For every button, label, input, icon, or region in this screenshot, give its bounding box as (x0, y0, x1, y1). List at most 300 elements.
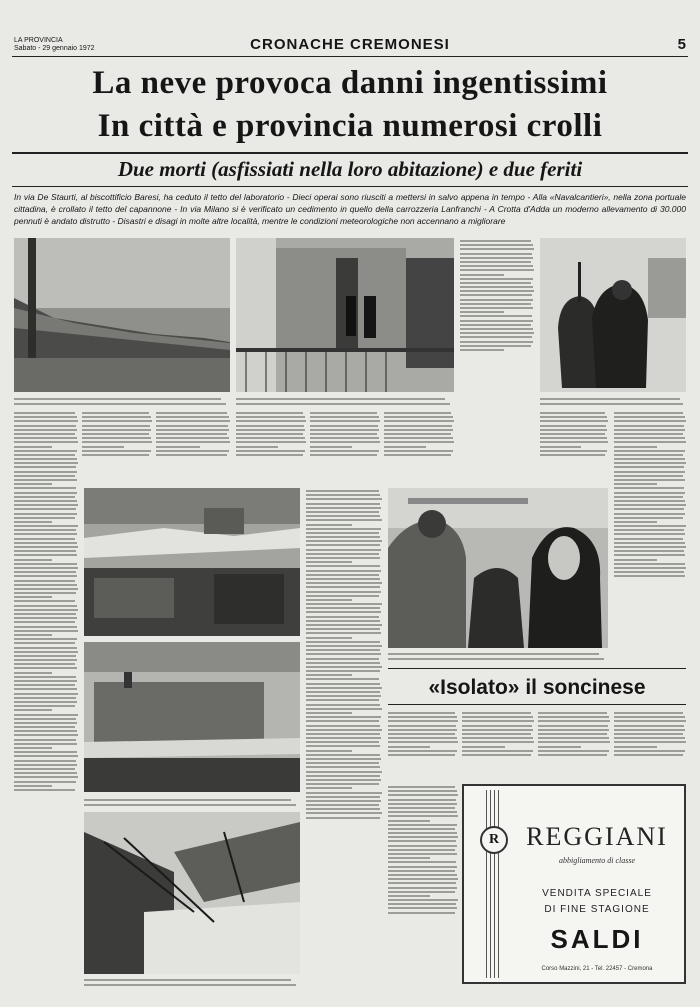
text-line (614, 429, 685, 431)
text-line (306, 750, 352, 752)
text-line (306, 704, 380, 706)
text-line (306, 519, 382, 521)
text-line (14, 672, 52, 674)
text-line (14, 584, 77, 586)
text-line (462, 720, 534, 722)
text-line (388, 811, 457, 813)
text-line (14, 755, 78, 757)
soncinese-heading: «Isolato» il soncinese (428, 676, 646, 699)
text-line (306, 616, 379, 618)
text-line (310, 429, 379, 431)
text-line (236, 420, 306, 422)
text-line (156, 412, 227, 414)
column-text-4 (236, 410, 306, 480)
text-line (310, 425, 378, 427)
text-line (306, 658, 379, 660)
text-line (14, 693, 78, 695)
issue-date: Sabato - 29 gennaio 1972 (14, 45, 95, 52)
text-line (14, 575, 77, 577)
text-line (614, 420, 686, 422)
text-line (84, 979, 291, 981)
text-line (460, 345, 531, 347)
text-line (306, 817, 380, 819)
text-line (388, 870, 455, 872)
text-line (384, 437, 453, 439)
text-line (388, 807, 455, 809)
text-line (14, 676, 76, 678)
text-line (306, 494, 380, 496)
text-line (460, 299, 533, 301)
text-line (14, 412, 75, 414)
text-line (388, 887, 457, 889)
text-line (14, 492, 77, 494)
text-line (388, 729, 457, 731)
text-line (14, 403, 226, 405)
text-line (14, 705, 75, 707)
text-line (614, 741, 686, 743)
text-line (306, 557, 380, 559)
text-line (82, 450, 151, 452)
text-line (14, 429, 77, 431)
text-line (540, 403, 683, 405)
text-line (14, 630, 78, 632)
text-line (388, 803, 457, 805)
text-line (156, 437, 229, 439)
text-line (460, 320, 533, 322)
column-text-12 (614, 710, 686, 780)
text-line (460, 269, 534, 271)
text-line (82, 425, 150, 427)
text-line (14, 701, 77, 703)
text-line (460, 290, 534, 292)
text-line (460, 244, 533, 246)
text-line (14, 734, 78, 736)
text-line (614, 458, 685, 460)
ad-brand: REGGIANI (526, 822, 668, 851)
text-line (310, 437, 379, 439)
text-line (14, 781, 76, 783)
text-line (540, 446, 581, 448)
text-line (460, 257, 533, 259)
text-line (388, 786, 455, 788)
text-line (614, 546, 686, 548)
text-line (14, 496, 75, 498)
text-line (460, 282, 531, 284)
text-line (388, 712, 455, 714)
text-line (306, 695, 381, 697)
text-line (306, 528, 381, 530)
text-line (156, 425, 228, 427)
text-line (306, 808, 380, 810)
two-people-image (540, 238, 686, 392)
photo-building-facade (236, 238, 454, 392)
text-line (14, 730, 77, 732)
text-line (384, 416, 453, 418)
text-line (14, 462, 78, 464)
text-line (14, 416, 77, 418)
text-line (388, 716, 457, 718)
text-line (82, 420, 152, 422)
text-line (82, 416, 151, 418)
masthead-rule (12, 56, 688, 57)
text-line (14, 659, 77, 661)
text-line (614, 716, 685, 718)
text-line (388, 849, 455, 851)
text-line (306, 570, 381, 572)
text-line (156, 446, 200, 448)
text-line (614, 496, 683, 498)
text-line (388, 725, 456, 727)
text-line (14, 718, 76, 720)
text-line (614, 571, 684, 573)
text-line (306, 515, 380, 517)
text-line (306, 620, 380, 622)
text-line (306, 607, 380, 609)
text-line (306, 725, 380, 727)
text-line (614, 750, 685, 752)
text-line (14, 446, 52, 448)
text-line (306, 565, 380, 567)
text-line (540, 454, 605, 456)
text-line (306, 779, 381, 781)
text-line (14, 596, 52, 598)
text-line (236, 403, 450, 405)
text-line (538, 754, 607, 756)
text-line (614, 412, 683, 414)
text-line (14, 613, 76, 615)
text-line (462, 729, 533, 731)
column-text-3 (156, 410, 230, 480)
text-line (384, 412, 451, 414)
text-line (306, 708, 382, 710)
text-line (236, 450, 305, 452)
headline-line-2: In città e provincia numerosi crolli (97, 108, 603, 144)
text-line (14, 479, 77, 481)
text-line (538, 733, 607, 735)
text-line (540, 412, 605, 414)
column-text-9 (388, 710, 458, 780)
caption-top-right (540, 396, 686, 408)
text-line (538, 729, 609, 731)
text-line (614, 433, 683, 435)
text-line (14, 739, 76, 741)
text-line (14, 517, 75, 519)
text-line (540, 429, 607, 431)
text-line (14, 655, 76, 657)
photo-rooftops-1 (84, 488, 300, 636)
text-line (236, 425, 304, 427)
text-line (388, 891, 455, 893)
text-line (14, 458, 77, 460)
text-line (306, 561, 352, 563)
ad-line-1: VENDITA SPECIALE (542, 888, 652, 899)
text-line (14, 437, 77, 439)
text-line (306, 645, 382, 647)
text-line (614, 487, 684, 489)
text-line (14, 726, 75, 728)
text-line (306, 511, 379, 513)
text-line (614, 729, 685, 731)
text-line (614, 533, 685, 535)
text-line (14, 546, 78, 548)
text-line (306, 632, 381, 634)
text-line (156, 441, 230, 443)
text-line (236, 433, 303, 435)
text-line (306, 754, 380, 756)
text-line (14, 525, 78, 527)
photo-two-people (540, 238, 686, 392)
text-line (460, 349, 504, 351)
text-line (306, 745, 380, 747)
text-line (384, 441, 454, 443)
column-text-7 (540, 410, 608, 480)
headline-line-1: La neve provoca danni ingentissimi (92, 65, 608, 101)
column-text-1 (14, 410, 78, 980)
text-line (14, 789, 75, 791)
text-line (156, 416, 229, 418)
text-line (614, 437, 685, 439)
text-line (306, 653, 381, 655)
caption-top-left (14, 396, 230, 408)
ad-tagline: abbigliamento di classe (559, 856, 635, 865)
text-line (306, 574, 379, 576)
text-line (306, 666, 382, 668)
text-line (306, 553, 379, 555)
text-line (538, 746, 581, 748)
summary-text: In via De Staurti, al biscottificio Baresi, ha ceduto il tetto del laboratorio - Dieci operai sono riusciti a mettersi in salvo appena in tempo - Alla «Navalcantieri», nella zona portuale cittadina, è crollato il tetto del capannone - In via Milano si è verificato un cedimento in quello della carrozzeria Lanfranchi - A Crotta d'Adda un moderno allevamento di 30.000 pennuti è andato distrutto - Disastri e disagi in molte altre località, mentre le condizioni meteorologiche non accennano a migliorare (14, 192, 686, 226)
text-line (306, 758, 381, 760)
text-line (236, 437, 305, 439)
text-line (306, 599, 352, 601)
text-line (306, 498, 382, 500)
text-line (388, 895, 430, 897)
text-line (388, 746, 430, 748)
text-line (614, 454, 683, 456)
text-line (306, 792, 382, 794)
photo-rooftops-2 (84, 642, 300, 792)
photo-collapsed-shed (14, 238, 230, 392)
text-line (388, 737, 457, 739)
text-line (82, 454, 149, 456)
text-line (462, 725, 532, 727)
headline-rule (12, 152, 688, 154)
text-line (14, 554, 77, 556)
text-line (14, 760, 76, 762)
text-line (306, 536, 380, 538)
text-line (306, 691, 380, 693)
text-line (614, 720, 686, 722)
text-line (388, 845, 457, 847)
text-line (14, 772, 77, 774)
text-line (14, 722, 77, 724)
text-line (388, 790, 457, 792)
text-line (306, 507, 381, 509)
text-line (14, 680, 77, 682)
text-line (82, 433, 149, 435)
text-line (614, 563, 685, 565)
text-line (14, 567, 78, 569)
text-line (14, 634, 52, 636)
text-line (388, 912, 455, 914)
text-line (460, 336, 532, 338)
text-line (540, 420, 608, 422)
reggiani-advertisement (462, 784, 686, 984)
text-line (614, 416, 685, 418)
text-line (306, 699, 379, 701)
text-line (306, 611, 381, 613)
ad-stripe-decoration (486, 790, 500, 978)
caption-middle-left (84, 797, 300, 809)
rooftops-2-image (84, 642, 300, 792)
text-line (384, 454, 451, 456)
text-line (306, 544, 380, 546)
text-line (82, 446, 124, 448)
text-line (306, 662, 380, 664)
text-line (388, 750, 457, 752)
text-line (310, 454, 377, 456)
text-line (614, 492, 685, 494)
text-line (306, 490, 379, 492)
text-line (14, 768, 75, 770)
text-line (614, 521, 657, 523)
text-line (310, 433, 377, 435)
text-line (156, 454, 227, 456)
text-line (614, 559, 657, 561)
photo-rescuers (388, 488, 608, 648)
text-line (538, 725, 608, 727)
text-line (236, 412, 303, 414)
text-line (614, 542, 685, 544)
column-text-center (306, 488, 382, 978)
building-facade-image (236, 238, 454, 392)
text-line (460, 274, 504, 276)
text-line (306, 503, 380, 505)
text-line (306, 578, 380, 580)
text-line (460, 315, 532, 317)
text-line (306, 591, 381, 593)
text-line (388, 840, 456, 842)
text-line (460, 248, 534, 250)
text-line (462, 746, 505, 748)
text-line (388, 733, 455, 735)
text-line (460, 265, 533, 267)
text-line (156, 420, 230, 422)
text-line (388, 720, 458, 722)
soncinese-rule-bottom (388, 704, 686, 705)
text-line (306, 720, 379, 722)
text-line (614, 466, 684, 468)
text-line (14, 521, 52, 523)
text-line (310, 441, 380, 443)
text-line (82, 437, 151, 439)
text-line (306, 741, 379, 743)
text-line (310, 412, 377, 414)
text-line (460, 332, 534, 334)
text-line (614, 575, 685, 577)
column-text-13 (388, 784, 458, 980)
text-line (614, 475, 683, 477)
text-line (384, 425, 452, 427)
page-number: 5 (677, 36, 686, 53)
caption-bottom-left (84, 977, 300, 989)
text-line (540, 441, 608, 443)
text-line (462, 712, 531, 714)
text-line (14, 441, 78, 443)
section-title: CRONACHE CREMONESI (250, 36, 450, 53)
text-line (82, 429, 151, 431)
text-line (14, 580, 75, 582)
text-line (306, 678, 379, 680)
text-line (538, 720, 610, 722)
text-line (614, 441, 686, 443)
text-line (460, 341, 533, 343)
text-line (460, 261, 531, 263)
text-line (388, 658, 604, 660)
text-line (614, 538, 683, 540)
text-line (538, 716, 609, 718)
text-line (538, 750, 609, 752)
text-line (614, 733, 683, 735)
text-line (460, 303, 531, 305)
text-line (460, 311, 504, 313)
text-line (460, 240, 531, 242)
text-line (14, 550, 76, 552)
text-line (14, 663, 75, 665)
text-line (614, 525, 686, 527)
text-line (14, 398, 221, 400)
text-line (614, 450, 685, 452)
column-text-8 (614, 410, 686, 660)
text-line (614, 425, 684, 427)
text-line (614, 517, 683, 519)
text-line (388, 794, 458, 796)
text-line (14, 714, 78, 716)
text-line (460, 328, 533, 330)
text-line (614, 471, 685, 473)
text-line (460, 307, 533, 309)
text-line (14, 504, 78, 506)
text-line (14, 471, 77, 473)
text-line (538, 741, 610, 743)
text-line (14, 605, 77, 607)
text-line (306, 532, 379, 534)
text-line (384, 429, 453, 431)
text-line (388, 815, 458, 817)
text-line (306, 771, 382, 773)
text-line (14, 513, 77, 515)
text-line (614, 504, 686, 506)
text-line (306, 766, 380, 768)
text-line (614, 483, 657, 485)
text-line (14, 667, 77, 669)
text-line (14, 621, 75, 623)
text-line (540, 433, 605, 435)
text-line (540, 416, 607, 418)
column-text-top (460, 238, 534, 408)
text-line (14, 776, 78, 778)
text-line (614, 554, 685, 556)
text-line (306, 582, 382, 584)
column-text-11 (538, 710, 610, 780)
text-line (82, 412, 149, 414)
text-line (14, 454, 75, 456)
text-line (460, 278, 533, 280)
text-line (540, 437, 607, 439)
column-text-5 (310, 410, 380, 480)
text-line (14, 709, 52, 711)
text-line (614, 550, 684, 552)
subhead-rule (12, 186, 688, 187)
